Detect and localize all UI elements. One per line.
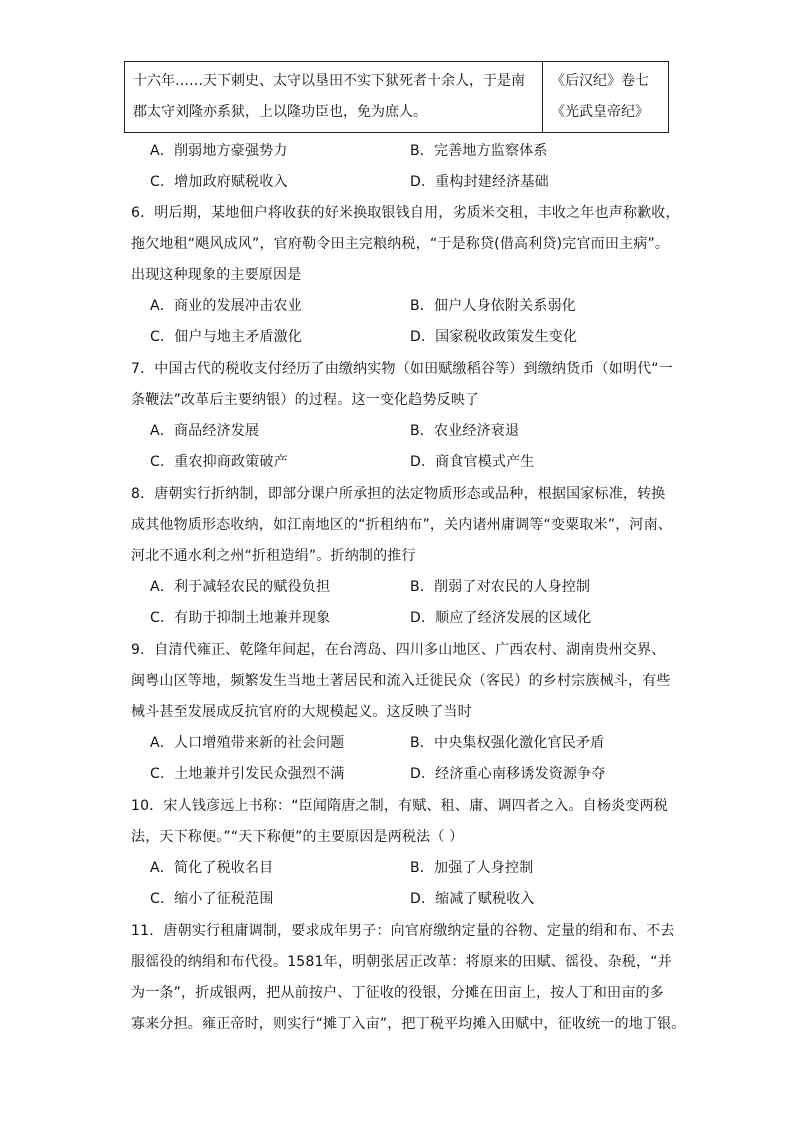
q11-stem-line-3: 为一条”，折成银两，把从前按户、丁征收的役银，分摊在田亩上，按人丁和田亩的多 bbox=[131, 985, 664, 1001]
q8-stem-line-1: 8．唐朝实行折纳制，即部分课户所承担的法定物质形态或品种，根据国家标准，转换 bbox=[131, 486, 666, 502]
q7-stem-line-1: 7．中国古代的税收支付经历了由缴纳实物（如田赋缴稻谷等）到缴纳货币（如明代“一 bbox=[131, 361, 673, 377]
table-row bbox=[125, 62, 669, 133]
q7-option-b: B．农业经济衰退 bbox=[410, 423, 520, 439]
q9-option-a: A．人口增殖带来新的社会问题 bbox=[150, 735, 345, 751]
q10-stem-line-1: 10．宋人钱彦远上书称：“臣闻隋唐之制，有赋、租、庸、调四者之入。自杨炎变两税 bbox=[131, 798, 668, 814]
q8-option-b: B．削弱了对农民的人身控制 bbox=[410, 579, 591, 595]
q11-stem-line-4: 寡来分担。雍正帝时，则实行“摊丁入亩”，把丁税平均摊入田赋中，征收统一的地丁银。 bbox=[131, 1016, 686, 1032]
q8-option-d: D．顺应了经济发展的区域化 bbox=[410, 610, 592, 626]
q11-stem-line-2: 服徭役的纳绢和布代役。1581年，明朝张居正改革：将原来的田赋、徭役、杂税，“并 bbox=[131, 954, 672, 970]
q6-stem-line-2: 拖欠地租“飓风成风”，官府勒令田主完粮纳税，“于是称贷(借高利贷)完官而田主病”。 bbox=[131, 236, 670, 252]
q10-option-a: A．简化了税收名目 bbox=[150, 860, 274, 876]
q6-option-b: B．佃户人身依附关系弱化 bbox=[410, 298, 577, 314]
q6-option-d: D．国家税收政策发生变化 bbox=[410, 329, 578, 345]
q9-stem-line-2: 闽粤山区等地，频繁发生当地土著居民和流入迁徙民众（客民）的乡村宗族械斗，有些 bbox=[131, 673, 671, 689]
q5-option-a: A．削弱地方豪强势力 bbox=[150, 143, 288, 159]
q5-option-c: C．增加政府赋税收入 bbox=[150, 174, 288, 190]
q9-option-c: C．土地兼并引发民众强烈不满 bbox=[150, 766, 345, 782]
source-citation: 《后汉纪》卷七《光武皇帝纪》 bbox=[543, 62, 669, 133]
q8-stem-line-3: 河北不通水利之州“折租造绢”。折纳制的推行 bbox=[131, 548, 416, 564]
q10-option-d: D．缩减了赋税收入 bbox=[410, 891, 535, 907]
q7-stem-line-2: 条鞭法”改革后主要纳银）的过程。这一变化趋势反映了 bbox=[131, 392, 480, 408]
source-table bbox=[124, 61, 669, 133]
q6-stem-line-1: 6．明后期，某地佃户将收获的好米换取银钱自用，劣质米交租，丰收之年也声称歉收， bbox=[131, 205, 680, 221]
q8-stem-line-2: 成其他物质形态收纳，如江南地区的“折租纳布”，关内诸州庸调等“变粟取米”，河南、 bbox=[131, 517, 673, 533]
q6-option-a: A．商业的发展冲击农业 bbox=[150, 298, 302, 314]
q9-option-d: D．经济重心南移诱发资源争夺 bbox=[410, 766, 606, 782]
q10-option-c: C．缩小了征税范围 bbox=[150, 891, 274, 907]
source-excerpt: 十六年……天下刺史、太守以垦田不实下狱死者十余人，于是南郡太守刘隆亦系狱，上以隆功臣也，免为庶人。 bbox=[125, 62, 543, 133]
q5-option-b: B．完善地方监察体系 bbox=[410, 143, 548, 159]
q11-stem-line-1: 11．唐朝实行租庸调制，要求成年男子：向官府缴纳定量的谷物、定量的绢和布、不去 bbox=[131, 923, 675, 939]
q8-option-c: C．有助于抑制土地兼并现象 bbox=[150, 610, 331, 626]
q8-option-a: A．利于减轻农民的赋役负担 bbox=[150, 579, 331, 595]
q6-option-c: C．佃户与地主矛盾激化 bbox=[150, 329, 302, 345]
q7-option-a: A．商品经济发展 bbox=[150, 423, 260, 439]
q10-stem-line-2: 法，天下称便。”“天下称便”的主要原因是两税法（ ） bbox=[131, 829, 464, 845]
q6-stem-line-3: 出现这种现象的主要原因是 bbox=[131, 267, 302, 283]
q5-option-d: D．重构封建经济基础 bbox=[410, 174, 549, 190]
q9-option-b: B．中央集权强化激化官民矛盾 bbox=[410, 735, 605, 751]
q9-stem-line-1: 9．自清代雍正、乾隆年间起，在台湾岛、四川多山地区、广西农村、湖南贵州交界、 bbox=[131, 642, 666, 658]
q7-option-d: D．商食官模式产生 bbox=[410, 454, 535, 470]
q10-option-b: B．加强了人身控制 bbox=[410, 860, 534, 876]
q9-stem-line-3: 械斗甚至发展成反抗官府的大规模起义。这反映了当时 bbox=[131, 704, 472, 720]
q7-option-c: C．重农抑商政策破产 bbox=[150, 454, 288, 470]
